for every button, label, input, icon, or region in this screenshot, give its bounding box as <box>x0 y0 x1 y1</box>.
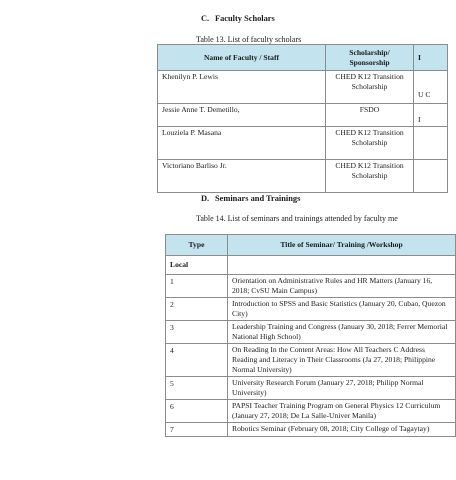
faculty-name: Louziela P. Masana <box>158 127 326 160</box>
table-row <box>166 377 456 400</box>
table-row <box>166 321 456 344</box>
faculty-name: Jessie Anne T. Demetillo, <box>158 104 326 127</box>
table-row <box>166 256 456 275</box>
seminar-title: Introduction to SPSS and Basic Statistics (January 20, Cubao, Quezon City) <box>228 298 456 321</box>
section-c-heading <box>201 14 275 23</box>
scholarship: FSDO <box>326 104 414 127</box>
table-row <box>158 127 448 160</box>
scholarship: CHED K12 Transition Scholarship <box>326 160 414 193</box>
header-extra: I <box>414 45 448 71</box>
header-scholarship: Scholarship/ Sponsorship <box>326 45 414 71</box>
header-name: Name of Faculty / Staff <box>158 45 326 71</box>
table14-caption: Table 14. List of seminars and trainings attended by faculty me <box>196 214 398 223</box>
table13-caption: Table 13. List of faculty scholars <box>196 35 302 44</box>
faculty-scholars-table <box>157 44 448 193</box>
faculty-name: Victoriano Barliso Jr. <box>158 160 326 193</box>
header-type: Type <box>166 235 228 256</box>
scholarship: CHED K12 Transition Scholarship <box>326 71 414 104</box>
empty-cell <box>228 256 456 275</box>
table-row <box>158 104 448 127</box>
table-header-row <box>166 235 456 256</box>
seminar-title: PAPSI Teacher Training Program on General Physics 12 Curriculum (January 27, 2018; De La Salle-Univer Manila) <box>228 400 456 423</box>
row-number: 5 <box>166 377 228 400</box>
seminar-title: University Research Forum (January 27, 2018; Philipp Normal University) <box>228 377 456 400</box>
header-title: Title of Seminar/ Training /Workshop <box>228 235 456 256</box>
row-number: 4 <box>166 344 228 377</box>
table-row <box>166 400 456 423</box>
row-number: 7 <box>166 423 228 437</box>
section-c-letter: C. <box>201 14 210 23</box>
table-header-row <box>158 45 448 71</box>
section-d-title: Seminars and Trainings <box>215 194 301 203</box>
section-d-letter: D. <box>201 194 210 203</box>
scholarship: CHED K12 Transition Scholarship <box>326 127 414 160</box>
row-number: 2 <box>166 298 228 321</box>
table-row <box>158 160 448 193</box>
row-number: 6 <box>166 400 228 423</box>
seminars-table <box>165 234 456 437</box>
row-number: 1 <box>166 275 228 298</box>
extra-cell <box>414 160 448 193</box>
extra-cell <box>414 104 448 127</box>
table-row <box>166 298 456 321</box>
local-label: Local <box>166 256 228 275</box>
extra-cell <box>414 71 448 104</box>
seminar-title: Orientation on Administrative Rules and HR Matters (January 16, 2018; CvSU Main Campus) <box>228 275 456 298</box>
seminar-title: Leadership Training and Congress (January 30, 2018; Ferrer Memorial National High School) <box>228 321 456 344</box>
extra-cell <box>414 127 448 160</box>
table-row <box>166 344 456 377</box>
extra-text: U C <box>418 90 431 99</box>
extra-text: I <box>418 115 421 124</box>
table-row <box>158 71 448 104</box>
section-c-title: Faculty Scholars <box>215 14 275 23</box>
seminar-title: Robotics Seminar (February 08, 2018; City College of Tagaytay) <box>228 423 456 437</box>
table-row <box>166 275 456 298</box>
section-d-heading <box>201 194 300 203</box>
seminar-title: On Reading In the Content Areas: How All Teachers C Address Reading and Literacy in Their Classrooms (Ja 27, 2018; Philippine Normal University) <box>228 344 456 377</box>
table-row <box>166 423 456 437</box>
faculty-name: Khenilyn P. Lewis <box>158 71 326 104</box>
row-number: 3 <box>166 321 228 344</box>
